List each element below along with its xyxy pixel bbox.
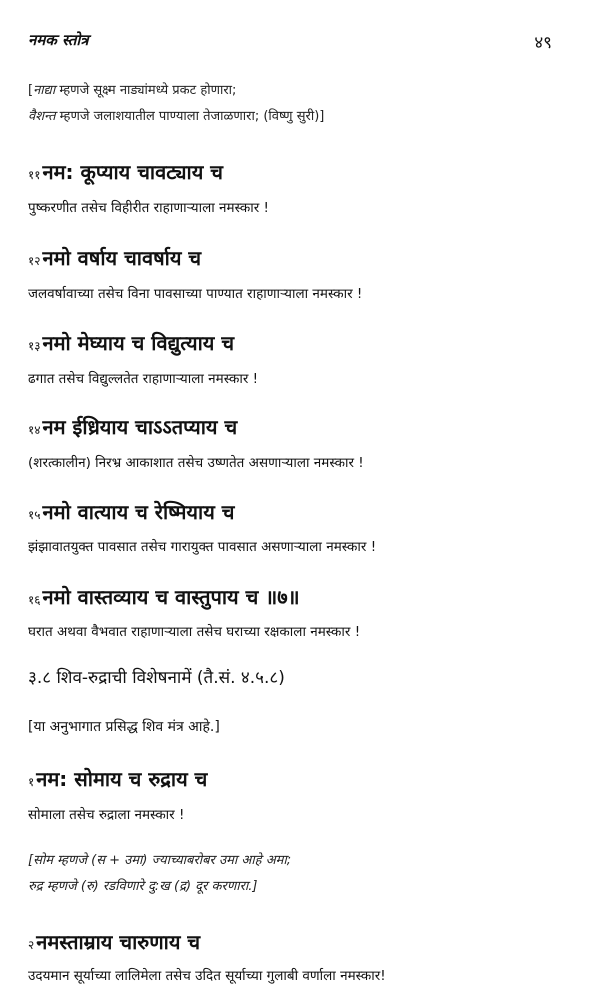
verse-text: नमस्ताम्राय चारुणाय च [36, 930, 201, 954]
page-number: ४९ [534, 33, 552, 53]
verse-tamra-translation: उदयमान सूर्याच्या लालिमेला तसेच उदित सूर्याच्या गुलाबी वर्णाला नमस्कार! [28, 968, 386, 984]
note-line-1: [नाद्या म्हणजे सूक्ष्म नाड्यांमध्ये प्रकट होणारा; [28, 83, 237, 98]
verse-number: १३ [28, 339, 41, 353]
verse-number: १४ [28, 423, 41, 437]
note-line-1: [सोम म्हणजे (स + उमा) ज्याच्याबरोबर उमा आहे अमा; [28, 853, 292, 868]
verse-soma [28, 765, 207, 792]
verse-12-translation: जलवर्षावाच्या तसेच विना पावसाच्या पाण्यात राहाणाऱ्याला नमस्कार ! [28, 286, 363, 302]
running-title: नमक स्तोत्र [28, 31, 89, 49]
verse-number: १ [28, 775, 35, 789]
verse-15-translation: झंझावातयुक्त पावसात तसेच गारायुक्त पावसात असणाऱ्याला नमस्कार ! [28, 539, 377, 555]
verse-number: १२ [28, 254, 41, 268]
verse-tamra [28, 928, 200, 955]
section-intro: [या अनुभागात प्रसिद्ध शिव मंत्र आहे.] [28, 719, 220, 735]
verse-number: २ [28, 938, 35, 952]
verse-text: नम: सोमाय च रुद्राय च [36, 767, 208, 791]
commentary-note-bottom [28, 848, 291, 900]
verse-number: ११ [28, 168, 41, 182]
section-heading: ३.८ शिव-रुद्राची विशेषनामें (तै.सं. ४.५.८) [28, 668, 285, 688]
verse-number: १५ [28, 508, 41, 522]
note-term: वैशन्त [28, 109, 56, 124]
note-line-2: वैशन्त म्हणजे जलाशयातील पाण्याला तेजाळणारा; (विष्णु सुरी)] [28, 109, 325, 124]
verse-14 [28, 413, 237, 440]
verse-number: १६ [28, 593, 41, 607]
verse-16-translation: घरात अथवा वैभवात राहाणाऱ्याला तसेच घराच्या रक्षकाला नमस्कार ! [28, 624, 361, 640]
verse-soma-translation: सोमाला तसेच रुद्राला नमस्कार ! [28, 807, 185, 823]
verse-16 [28, 583, 300, 610]
verse-text: नमो वर्षाय चावर्षाय च [42, 246, 202, 270]
verse-text: नमो मेघ्याय च विद्युत्याय च [42, 331, 235, 355]
verse-text: नम: कूप्याय चावट्याय च [42, 160, 223, 184]
note-line-2: रुद्र म्हणजे (रु) रडविणारे दु:ख (द्र) दूर करणारा.] [28, 879, 258, 894]
verse-text: नमो वास्तव्याय च वास्तुपाय च ॥७॥ [42, 585, 300, 609]
verse-11 [28, 158, 223, 185]
verse-11-translation: पुष्करणीत तसेच विहीरीत राहाणाऱ्याला नमस्कार ! [28, 200, 269, 216]
note-term: नाद्या [33, 83, 56, 98]
verse-text: नमो वात्याय च रेष्मियाय च [42, 500, 235, 524]
commentary-note-top [28, 78, 324, 130]
verse-12 [28, 244, 201, 271]
verse-14-translation: (शरत्कालीन) निरभ्र आकाशात तसेच उष्णतेत असणाऱ्याला नमस्कार ! [28, 455, 364, 471]
verse-15 [28, 498, 234, 525]
verse-13 [28, 329, 234, 356]
verse-13-translation: ढगात तसेच विद्युल्लतेत राहाणाऱ्याला नमस्कार ! [28, 371, 259, 387]
verse-text: नम ईध्रियाय चाऽऽतप्याय च [42, 415, 238, 439]
